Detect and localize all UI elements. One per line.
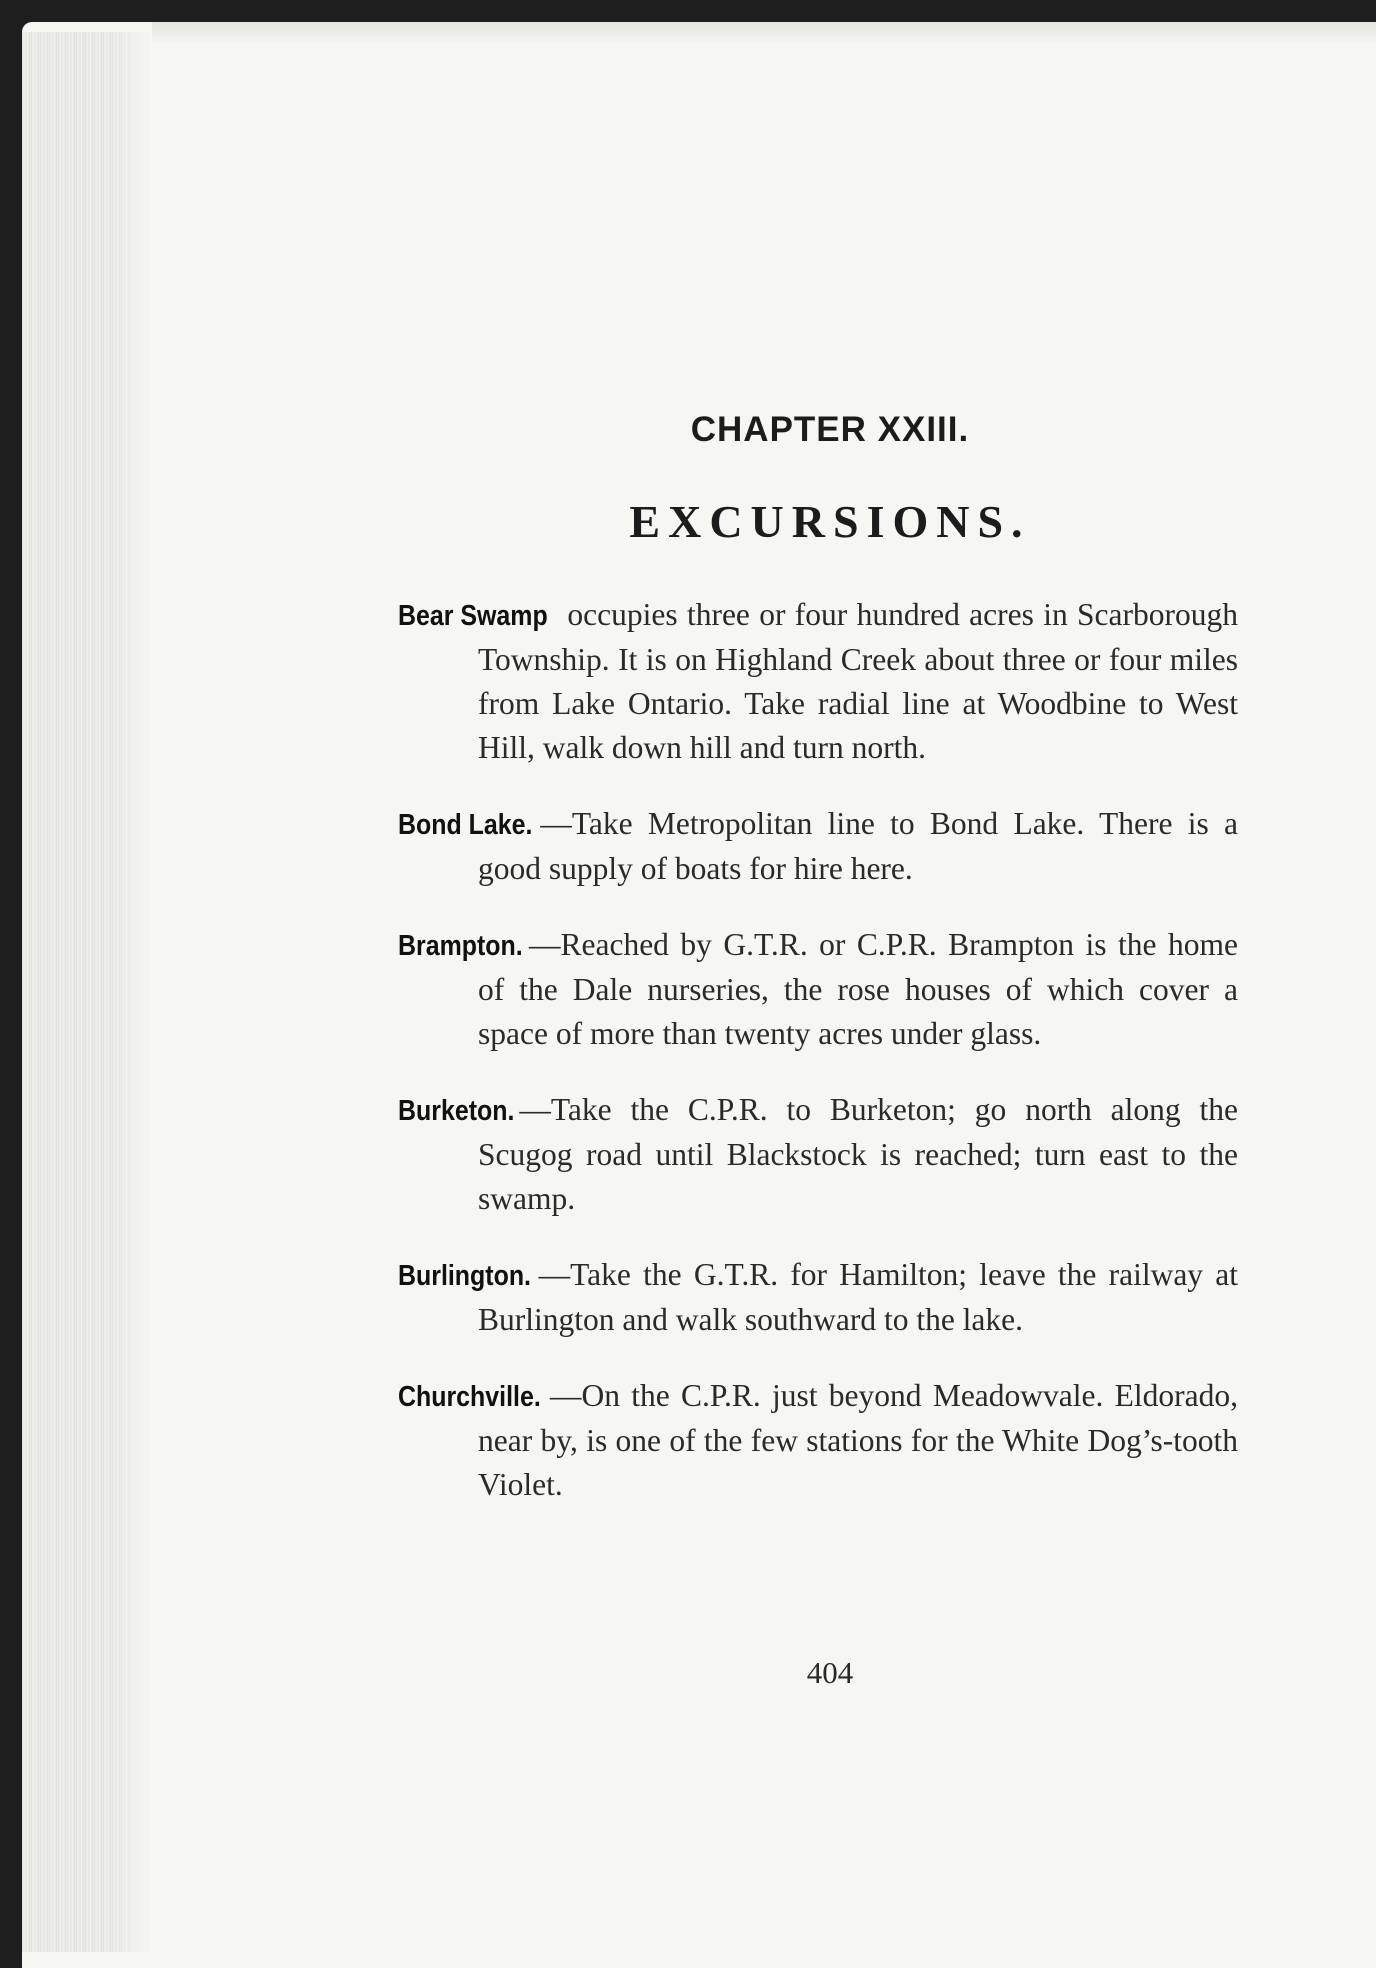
entry-text: —On the C.P.R. just beyond Meadowvale. Eldorado, near by, is one of the few stations for the White Dog’s-tooth Violet.: [478, 1378, 1238, 1502]
entry-text: occupies three or four hundred acres in Scarborough Township. It is on Highland Creek about three or four miles from Lake Ontario. Take radial line at Woodbine to West Hill, walk down hill and turn north.: [478, 597, 1238, 765]
entry-burketon: [398, 1088, 1238, 1221]
entry-bear-swamp: [398, 593, 1238, 770]
section-title: EXCURSIONS.: [629, 496, 1031, 547]
entry-text: —Reached by G.T.R. or C.P.R. Brampton is the home of the Dale nurseries, the rose houses of which cover a space of more than twenty acres under glass.: [478, 927, 1238, 1051]
entry-term: Brampton.: [398, 930, 523, 962]
entry-term: Bond Lake.: [398, 809, 533, 841]
entry-term: Burketon.: [398, 1095, 515, 1127]
page-top-shadow: [152, 22, 1376, 44]
entry-term: Burlington.: [398, 1260, 531, 1292]
chapter-heading: CHAPTER XXIII.: [690, 410, 970, 449]
page-edges: [22, 32, 152, 1952]
entry-brampton: [398, 923, 1238, 1056]
entry-term: Churchville.: [398, 1381, 541, 1413]
page-number: 404: [806, 1655, 854, 1690]
entry-text: —Take Metropolitan line to Bond Lake. There is a good supply of boats for hire here.: [478, 806, 1238, 886]
entry-text: —Take the G.T.R. for Hamilton; leave the railway at Burlington and walk southward to the lake.: [478, 1257, 1238, 1337]
entry-burlington: [398, 1253, 1238, 1342]
excursion-list: [398, 593, 1238, 1539]
entry-bond-lake: [398, 802, 1238, 891]
entry-term: Bear Swamp: [398, 600, 548, 632]
entry-churchville: [398, 1374, 1238, 1507]
entry-text: —Take the C.P.R. to Burketon; go north along the Scugog road until Blackstock is reached; turn east to the swamp.: [478, 1092, 1238, 1216]
